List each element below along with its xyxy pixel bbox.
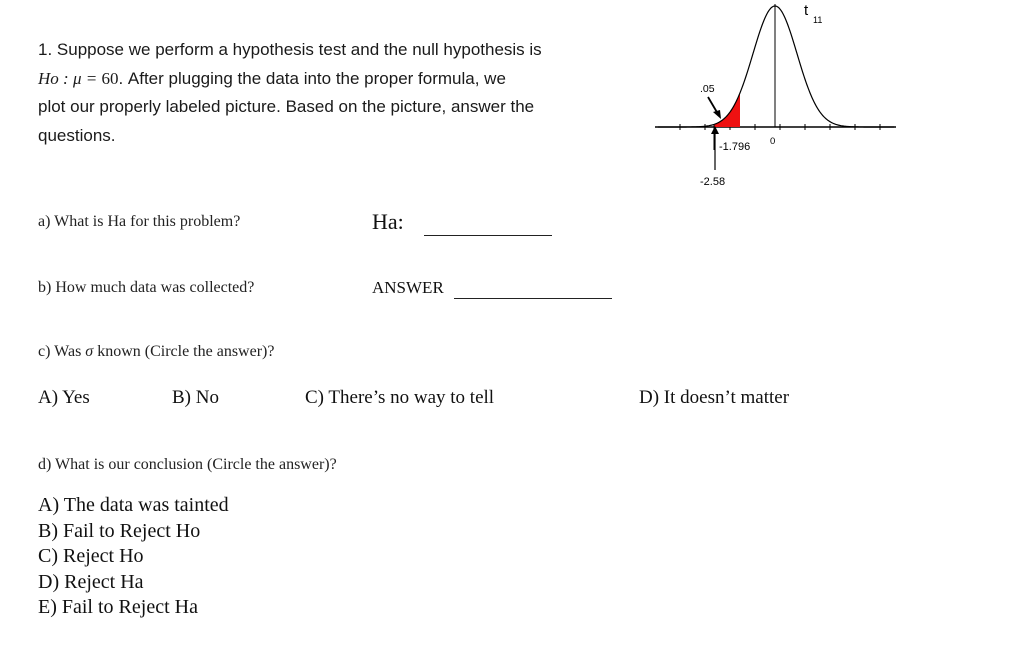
- critical-value-label: -1.796: [719, 141, 751, 153]
- part-c-choice-c[interactable]: C) There’s no way to tell: [305, 387, 495, 408]
- test-stat-label: -2.58: [700, 176, 726, 188]
- t-distribution-figure: [650, 0, 900, 200]
- part-b-question: b) How much data was collected?: [38, 279, 255, 296]
- part-c-question-pre: c) Was: [38, 343, 86, 360]
- part-c-choice-d[interactable]: D) It doesn’t matter: [639, 387, 790, 408]
- part-c-question-post: known (Circle the answer)?: [93, 343, 275, 360]
- alpha-arrowhead: [713, 110, 721, 119]
- part-d-choice-c[interactable]: C) Reject Ho: [38, 545, 144, 567]
- data-count-answer-blank[interactable]: [454, 297, 612, 299]
- ha-answer-blank[interactable]: [424, 234, 552, 236]
- part-d-question: d) What is our conclusion (Circle the answer)?: [38, 456, 337, 473]
- alpha-label: .05: [700, 83, 715, 95]
- answer-label: ANSWER: [372, 278, 444, 297]
- intro-line-4: questions.: [38, 125, 116, 145]
- null-hypothesis-value: 60: [101, 68, 119, 88]
- df-label: 11: [813, 15, 823, 25]
- ha-label: Ha:: [372, 209, 404, 234]
- zero-label: 0: [770, 136, 776, 147]
- part-d-choice-d[interactable]: D) Reject Ha: [38, 570, 144, 593]
- question-intro: [38, 36, 613, 150]
- part-d-choice-a[interactable]: A) The data was tainted: [38, 494, 229, 516]
- intro-line-1: 1. Suppose we perform a hypothesis test and the null hypothesis is: [38, 40, 542, 59]
- part-c-choice-a[interactable]: A) Yes: [38, 387, 90, 408]
- sigma-symbol: σ: [85, 343, 94, 360]
- intro-line-2: . After plugging the data into the proper formula, we: [118, 68, 506, 88]
- null-hypothesis: [38, 69, 118, 88]
- part-a-question: a) What is Ha for this problem?: [38, 213, 241, 230]
- null-hypothesis-lhs: Ho : μ =: [38, 68, 102, 88]
- part-c-question: [38, 343, 274, 361]
- part-c-choice-b[interactable]: B) No: [172, 387, 219, 408]
- part-d-choices: [38, 493, 229, 621]
- intro-line-3: plot our properly labeled picture. Based on the picture, answer the: [38, 97, 535, 116]
- t-density-curve: [658, 6, 894, 127]
- rejection-region: [714, 93, 740, 127]
- dist-label: t: [804, 2, 809, 19]
- part-d-choice-b[interactable]: B) Fail to Reject Ho: [38, 519, 201, 542]
- part-d-choice-e[interactable]: E) Fail to Reject Ha: [38, 596, 198, 618]
